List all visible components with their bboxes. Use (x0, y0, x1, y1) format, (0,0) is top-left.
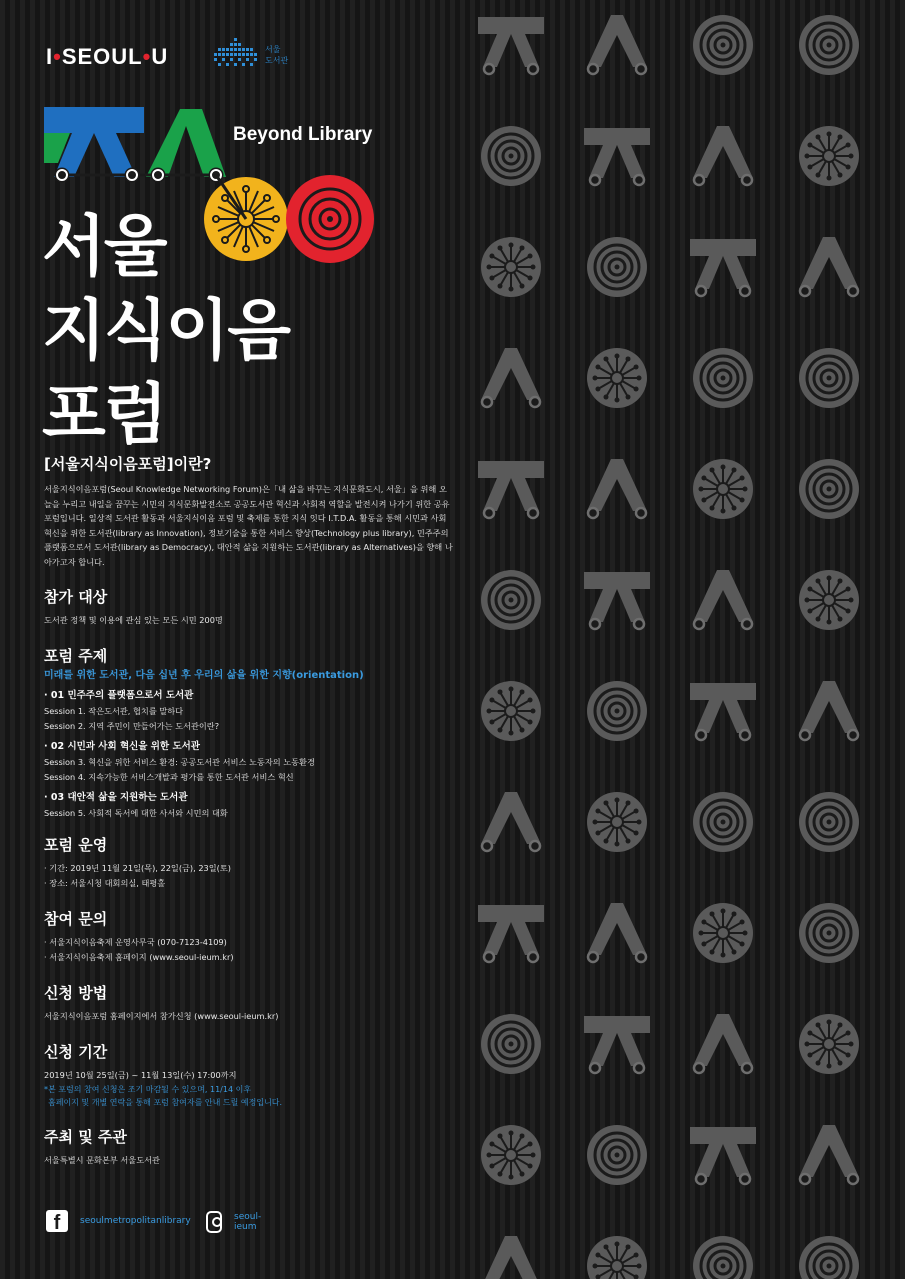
period-section (44, 1042, 454, 1109)
rings-symbol-icon (799, 1236, 859, 1279)
rings-symbol-icon (799, 348, 859, 408)
ji-symbol-icon (478, 17, 544, 74)
brand-seoul: SEOUL (61, 44, 143, 69)
burst-symbol-icon (693, 459, 753, 519)
si-symbol-icon (799, 681, 859, 740)
rings-symbol-icon (693, 15, 753, 75)
ji-symbol-icon (478, 905, 544, 962)
i-seoul-u-logo (46, 44, 168, 70)
session-item: Session 1. 작은도서관, 협치를 말하다 (44, 705, 184, 716)
apply-section (44, 983, 454, 1024)
session-item: Session 4. 지속가능한 서비스개발과 평가를 통한 도서관 서비스 혁신 (44, 771, 294, 782)
ji-symbol-icon (690, 1127, 756, 1184)
instagram-link[interactable] (206, 1211, 267, 1233)
si-symbol-icon (693, 1014, 753, 1073)
library-name-line1: 서울 (265, 45, 281, 54)
track-title: · 02 시민과 사회 혁신을 위한 도서관 (44, 740, 200, 752)
symbol-pattern-grid (470, 0, 890, 1279)
audience-title: 참가 대상 (44, 588, 108, 606)
inquiry-section (44, 909, 454, 965)
si-symbol-icon (587, 459, 647, 518)
topics-theme: 미래를 위한 도서관, 다음 십년 후 우리의 삶을 위한 지향(orientation) (44, 669, 364, 681)
burst-symbol-icon (799, 1014, 859, 1074)
si-symbol-icon (587, 903, 647, 962)
instagram-handle[interactable]: seoul-ieum (234, 1212, 262, 1232)
rings-symbol-icon (693, 792, 753, 852)
burst-symbol-icon (693, 903, 753, 963)
instagram-icon[interactable] (206, 1211, 222, 1233)
content-column (44, 454, 454, 1168)
track-title: · 01 민주주의 플랫폼으로서 도서관 (44, 689, 194, 701)
rings-symbol-icon (799, 903, 859, 963)
intro-body: 서울지식이음포럼(Seoul Knowledge Networking Forum)은「내 삶을 바꾸는 지식문화도시, 서울」을 위해 오늘을 누리고 내일을 꿈꾸는 시민의 지식문화발전소로 공공도서관 혁신과 사회적 역할을 발전시켜 나가기 위한 공유포럼입니다. 일상적 도서관 활동과 서울지식이음 포럼 및 축제를 통한 지식 잇다 I.T.D.A. 활동을 통해 시민과 사회혁신을 위한 도서관(library as Innovation), 정보기술을 통한 서비스 향상(Technology plus library), 민주주의 플랫폼으로서 도서관(library as Democracy), 대안적 삶을 지원하는 도서관(library as Alternatives)을 향해 나아가고자 합니다. (44, 484, 453, 567)
apply-title: 신청 방법 (44, 983, 108, 1002)
period-title: 신청 기간 (44, 1042, 108, 1061)
audience-body: 도서관 정책 및 이용에 관심 있는 모든 시민 200명 (44, 615, 223, 625)
session-item: Session 2. 지역 주민이 만들어가는 도서관이란? (44, 720, 220, 731)
rings-symbol-icon (481, 570, 541, 630)
si-symbol-icon (799, 237, 859, 296)
session-item: Session 5. 사회적 독서에 대한 사서와 시민의 대화 (44, 807, 228, 818)
ji-symbol-icon (690, 239, 756, 296)
session-item: Session 3. 혁신을 위한 서비스 환경: 공공도서관 서비스 노동자의 노동환경 (44, 756, 315, 767)
ji-symbol-icon (584, 128, 650, 185)
si-symbol-icon (587, 15, 647, 74)
seoul-library-name (265, 44, 288, 66)
ji-symbol-icon (584, 572, 650, 629)
host-section (44, 1127, 454, 1168)
audience-section (44, 587, 454, 628)
facebook-handle[interactable]: seoulmetropolitanlibrary (80, 1216, 191, 1226)
si-symbol-icon (481, 792, 541, 851)
inquiry-item: · 서울지식이음축제 홈페이지 (www.seoul-ieum.kr) (44, 951, 234, 962)
brand-i: I (46, 44, 54, 69)
apply-body: 서울지식이음포럼 홈페이지에서 참가신청 (www.seoul-ieum.kr) (44, 1010, 279, 1021)
topics-title: 포럼 주제 (44, 646, 108, 665)
library-name-line2: 도서관 (265, 56, 289, 65)
green-si-symbol (146, 109, 226, 177)
facebook-link[interactable] (46, 1210, 191, 1232)
title-line-1: 서울 (42, 208, 166, 285)
period-note-line2: 홈페이지 및 개별 연락을 통해 포럼 참여자를 안내 드릴 예정입니다. (48, 1097, 283, 1107)
operation-item: · 장소: 서울시청 대회의실, 태평홀 (44, 877, 166, 888)
rings-symbol-icon (587, 681, 647, 741)
rings-symbol-icon (481, 1014, 541, 1074)
facebook-icon[interactable]: f (46, 1210, 68, 1232)
burst-symbol-icon (587, 348, 647, 408)
burst-symbol-icon (481, 1125, 541, 1185)
seoul-library-logo-icon (214, 38, 262, 70)
burst-symbol-icon (481, 237, 541, 297)
si-symbol-icon (481, 1236, 541, 1279)
operation-title: 포럼 운영 (44, 835, 108, 854)
operation-section (44, 835, 454, 891)
si-symbol-icon (693, 126, 753, 185)
period-body: 2019년 10월 25일(금) ~ 11월 13일(수) 17:00까지 (44, 1069, 237, 1080)
inquiry-item: · 서울지식이음축제 운영사무국 (070-7123-4109) (44, 936, 227, 947)
burst-symbol-icon (481, 681, 541, 741)
burst-symbol-icon (587, 792, 647, 852)
burst-symbol-icon (587, 1236, 647, 1279)
intro-title: [서울지식이음포럼]이란? (44, 455, 212, 473)
rings-symbol-icon (799, 459, 859, 519)
beyond-library-tagline: Beyond Library (233, 124, 373, 145)
burst-symbol-icon (799, 570, 859, 630)
rings-symbol-icon (587, 237, 647, 297)
burst-symbol-icon (799, 126, 859, 186)
rings-symbol-icon (799, 792, 859, 852)
rings-symbol-icon (693, 348, 753, 408)
brand-dot: • (53, 44, 62, 69)
si-symbol-icon (481, 348, 541, 407)
rings-symbol-icon (481, 126, 541, 186)
title-line-3: 포럼 (42, 376, 166, 453)
ji-symbol-icon (478, 461, 544, 518)
brand-dot: • (142, 44, 152, 69)
si-symbol-icon (693, 570, 753, 629)
ji-symbol-icon (690, 683, 756, 740)
si-symbol-icon (799, 1125, 859, 1184)
ji-symbol-icon (584, 1016, 650, 1073)
operation-item: · 기간: 2019년 11월 21일(목), 22일(금), 23일(토) (44, 862, 231, 873)
inquiry-title: 참여 문의 (44, 909, 108, 928)
page-title (42, 205, 462, 457)
host-body: 서울특별시 문화본부 서울도서관 (44, 1154, 160, 1165)
track-title: · 03 대안적 삶을 지원하는 도서관 (44, 791, 188, 803)
rings-symbol-icon (693, 1236, 753, 1279)
rings-symbol-icon (587, 1125, 647, 1185)
blue-ji-symbol (44, 107, 144, 177)
period-note-line1: *본 포럼의 참여 신청은 조기 마감될 수 있으며, 11/14 이후 (44, 1084, 252, 1094)
host-title: 주최 및 주관 (44, 1127, 127, 1146)
brand-u: U (151, 44, 169, 69)
title-line-2: 지식이음 (42, 292, 290, 369)
rings-symbol-icon (799, 15, 859, 75)
topics-section (44, 646, 454, 821)
